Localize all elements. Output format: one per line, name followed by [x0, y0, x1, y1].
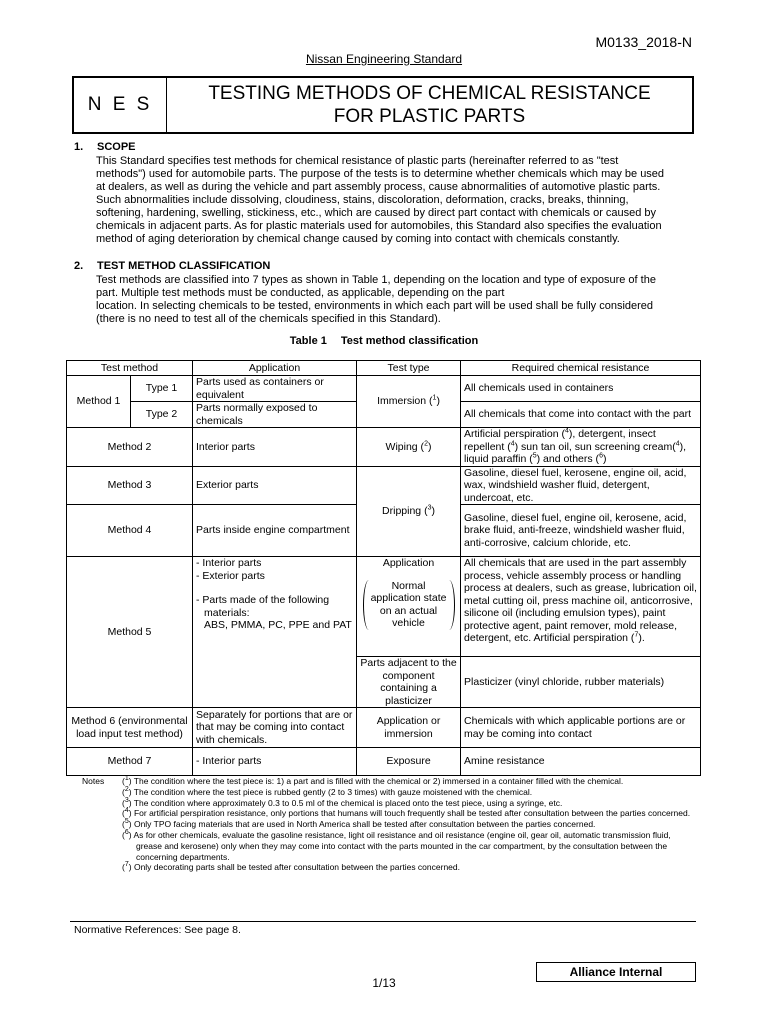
test-type-text: Dripping ( — [382, 505, 428, 517]
method-cell: Method 3 — [67, 466, 193, 505]
note-number: 6 — [124, 829, 129, 837]
paragraph-line: methods") used for automobile parts. The purpose of the tests is to determine whether chemicals which may be used — [96, 168, 665, 180]
method-cell: Method 1 — [67, 376, 131, 428]
method-cell: Method 6 (environmental load input test method) — [67, 708, 193, 748]
test-type-cell: Wiping ($^2$) — [357, 428, 461, 467]
title-line-1: TESTING METHODS OF CHEMICAL RESISTANCE — [208, 83, 651, 104]
note-item: ($^5$) Only TPO facing materials that are used in North America shall be tested after consultation between the parties concerned. — [122, 818, 596, 830]
method-cell: Method 7 — [67, 748, 193, 776]
resistance-cell: Chemicals with which applicable portions are or may be coming into contact — [461, 708, 701, 748]
method-cell: Method 4 — [67, 505, 193, 557]
resistance-text: ), liquid paraffin ( — [464, 440, 687, 465]
notes-section — [82, 776, 696, 873]
test-type-cell: Parts adjacent to the component containing a plasticizer — [357, 657, 461, 708]
document-code: M0133_2018-N — [595, 34, 692, 50]
application-line: - Parts made of the following — [196, 594, 330, 606]
application-line: materials: — [204, 606, 250, 619]
table-row — [67, 376, 701, 402]
table-number: Table 1 — [289, 335, 327, 347]
application-line: ABS, PMMA, PC, PPE and PAT — [204, 619, 352, 631]
note-item: ($^2$) The condition where the test piece is rubbed gently (2 to 3 times) with gauze moistened with the chemical. — [122, 785, 533, 797]
document-title — [167, 78, 692, 132]
section-2-body — [96, 274, 656, 326]
paragraph-line: method of aging deterioration by chemical change caused by coming into contact with chemicals constantly. — [96, 233, 620, 245]
note-number: 3 — [124, 796, 129, 804]
test-type-cell: Immersion ($^1$) — [357, 376, 461, 428]
paragraph-line: at dealers, as well as during the vehicle and part assembly process, cause abnormalities of automotive plastic parts. — [96, 181, 661, 193]
type-cell: Type 2 — [131, 402, 193, 428]
nes-label: N E S — [74, 78, 167, 132]
application-cell — [193, 557, 357, 708]
application-line: - Interior parts — [196, 557, 262, 569]
table-row — [67, 708, 701, 748]
section-2-heading — [74, 260, 270, 272]
note-item: ($^6$) As for other chemicals, evaluate the gasoline resistance, light oil resistance and oil resistance (engine oil, gear oil, automatic transmission fluid, grease and kerosene) only when they may come into contact with the parts mounted in the car compartment, by the consultation between the concerning departments. — [122, 829, 671, 862]
note-ref: 7 — [634, 631, 639, 639]
paragraph-line: softening, hardening, swelling, stickiness, etc., which are caused by direct part contact with chemicals or caused by — [96, 207, 657, 219]
application-cell: Interior parts — [193, 428, 357, 467]
test-type-cell: Application or immersion — [357, 708, 461, 748]
note-ref: 4 — [510, 440, 515, 447]
note-item: ($^3$) The condition where approximately 0.3 to 0.5 ml of the chemical is placed onto the test piece, using a syringe, etc. — [122, 796, 563, 808]
note-ref: 2 — [424, 440, 428, 447]
application-cell: Parts used as containers or equivalent — [193, 376, 357, 402]
resistance-text: ) sun tan oil, sun screening cream( — [514, 440, 676, 453]
application-cell: Parts normally exposed to chemicals — [193, 402, 357, 428]
resistance-cell: Amine resistance — [461, 748, 701, 776]
resistance-cell: All chemicals that come into contact with the part — [461, 402, 701, 428]
method-cell: Method 5 — [67, 557, 193, 708]
application-cell: - Interior parts — [193, 748, 357, 776]
resistance-cell: All chemicals used in containers — [461, 376, 701, 402]
paragraph-line: part. Multiple test methods must be conducted, as applicable, depending on the part — [96, 287, 505, 299]
note-item: ($^1$) The condition where the test piece is: 1) a part and is filled with the chemical or 2) immersed in a container filled with the chemical. — [122, 775, 624, 786]
note-ref: 4 — [675, 440, 680, 447]
resistance-text: Artificial perspiration ( — [464, 428, 565, 440]
resistance-cell: Gasoline, diesel fuel, kerosene, engine oil, acid, wax, windshield washer fluid, detergent, undercoat, etc. — [461, 466, 701, 505]
title-line-2: FOR PLASTIC PARTS — [333, 106, 526, 127]
note-item: ($^4$) For artificial perspiration resistance, only portions that humans will touch frequently shall be tested after consultation between the parties concerned. — [122, 807, 691, 819]
note-text: The condition where the test piece is rubbed gently (2 to 3 times) with gauze moistened with the chemical. — [131, 786, 533, 797]
application-cell: Parts inside engine compartment — [193, 505, 357, 557]
note-number: 7 — [124, 861, 129, 869]
paragraph-line: (there is no need to test all of the chemicals specified in this Standard). — [96, 313, 441, 325]
paragraph-line: location. In selecting chemicals to be tested, environments in which each part will be used shall be fully considered — [96, 300, 654, 312]
test-type-cell: Dripping ($^3$) — [357, 466, 461, 557]
note-number: 4 — [124, 807, 129, 815]
resistance-cell — [461, 557, 701, 657]
title-block — [72, 76, 694, 134]
paragraph-line: chemicals in adjacent parts. As for plastic materials used for automobiles, this Standard also specifies the evaluation — [96, 220, 662, 232]
table-header-row — [67, 361, 701, 376]
resistance-cell: Gasoline, diesel fuel, engine oil, kerosene, acid, brake fluid, anti-freeze, windshield washer fluid, anti-corrosive, calcium chloride, etc. — [461, 505, 701, 557]
resistance-cell: Plasticizer (vinyl chloride, rubber materials) — [461, 657, 701, 708]
note-number: 1 — [124, 775, 129, 783]
resistance-cell — [461, 428, 701, 467]
resistance-text: ). — [638, 632, 645, 644]
note-text: The condition where the test piece is: 1) a part and is filled with the chemical or 2) immersed in a container filled with the chemical. — [131, 776, 624, 786]
notes-list — [122, 776, 696, 873]
note-text: The condition where approximately 0.3 to 0.5 ml of the chemical is placed onto the test piece, using a syringe, etc. — [131, 797, 563, 808]
table-row — [67, 748, 701, 776]
note-text: As for other chemicals, evaluate the gasoline resistance, light oil resistance and oil resistance (engine oil, gear oil, automatic transmission fluid, grease and kerosene) only when they may come into contact with the parts mounted in the car compartment, by the consultation between the concerning departments. — [131, 829, 671, 862]
classification-label: Alliance Internal — [536, 962, 696, 982]
section-1-heading — [74, 141, 136, 153]
footer-divider — [70, 921, 696, 922]
column-header: Test method — [67, 361, 193, 376]
application-line: - Exterior parts — [196, 569, 265, 582]
application-cell: Exterior parts — [193, 466, 357, 505]
test-type-text: Immersion ( — [377, 395, 433, 408]
note-ref: 4 — [564, 427, 569, 435]
section-2-number: 2. — [74, 260, 84, 272]
table-row — [67, 428, 701, 467]
paragraph-line: This Standard specifies test methods for chemical resistance of plastic parts (hereinafter referred to as "test — [96, 155, 619, 167]
note-text: Only TPO facing materials that are used in North America shall be tested after consultation between the parties concerned. — [131, 819, 596, 830]
resistance-text: All chemicals that are used in the part assembly process, vehicle assembly process or handling process at dealers, such as grease, lubrication oil, metal cutting oil, press machine oil, anticorrosive, silicone oil (including emulsion types), paint protective agent, paint remover, mold release, detergent, etc. Artificial perspiration ( — [464, 557, 697, 644]
organization-name: Nissan Engineering Standard — [305, 52, 463, 66]
section-2-title: TEST METHOD CLASSIFICATION — [97, 260, 271, 272]
paragraph-line: Test methods are classified into 7 types as shown in Table 1, depending on the location and type of exposure of the — [96, 274, 656, 286]
section-1-title: SCOPE — [97, 141, 136, 153]
resistance-text: ), detergent, insect repellent ( — [464, 428, 656, 453]
test-type-text: Wiping ( — [385, 440, 425, 453]
table-title: Test method classification — [340, 335, 479, 347]
method-cell: Method 2 — [67, 428, 193, 467]
column-header: Required chemical resistance — [461, 361, 701, 376]
table-row — [67, 466, 701, 505]
normative-references: Normative References: See page 8. — [74, 924, 241, 936]
column-header: Application — [193, 361, 357, 376]
test-type-cell — [357, 557, 461, 657]
page-number: 1/13 — [372, 976, 396, 990]
note-text: For artificial perspiration resistance, only portions that humans will touch frequently shall be tested after consultation between the parties concerned. — [131, 808, 691, 819]
test-type-cell: Exposure — [357, 748, 461, 776]
type-cell: Type 1 — [131, 376, 193, 402]
section-1-number: 1. — [74, 141, 84, 153]
table-row — [67, 557, 701, 657]
application-cell: Separately for portions that are or that may be coming into contact with chemicals. — [193, 708, 357, 748]
note-ref: 6 — [599, 452, 603, 460]
note-number: 5 — [124, 818, 129, 826]
notes-label: Notes — [82, 776, 105, 786]
note-item: ($^7$) Only decorating parts shall be tested after consultation between the parties concerned. — [122, 861, 460, 873]
note-ref: 1 — [432, 394, 437, 402]
paragraph-line: Such abnormalities include dissolving, cloudiness, stains, discoloration, deformation, cracks, breaks, thinning, — [96, 194, 629, 206]
note-ref: 3 — [427, 504, 432, 512]
test-type-text: Application — [382, 557, 435, 569]
section-1-body — [96, 155, 664, 246]
test-method-table — [66, 360, 701, 776]
resistance-text: ) — [602, 453, 607, 465]
application-state-note: Normal application state on an actual vehicle — [363, 580, 455, 630]
column-header: Test type — [357, 361, 461, 376]
resistance-text: ) and others ( — [536, 453, 600, 465]
note-text: Only decorating parts shall be tested after consultation between the parties concerned. — [131, 862, 460, 873]
note-number: 2 — [124, 785, 129, 793]
table-caption — [0, 335, 768, 347]
note-ref: 5 — [532, 452, 537, 460]
